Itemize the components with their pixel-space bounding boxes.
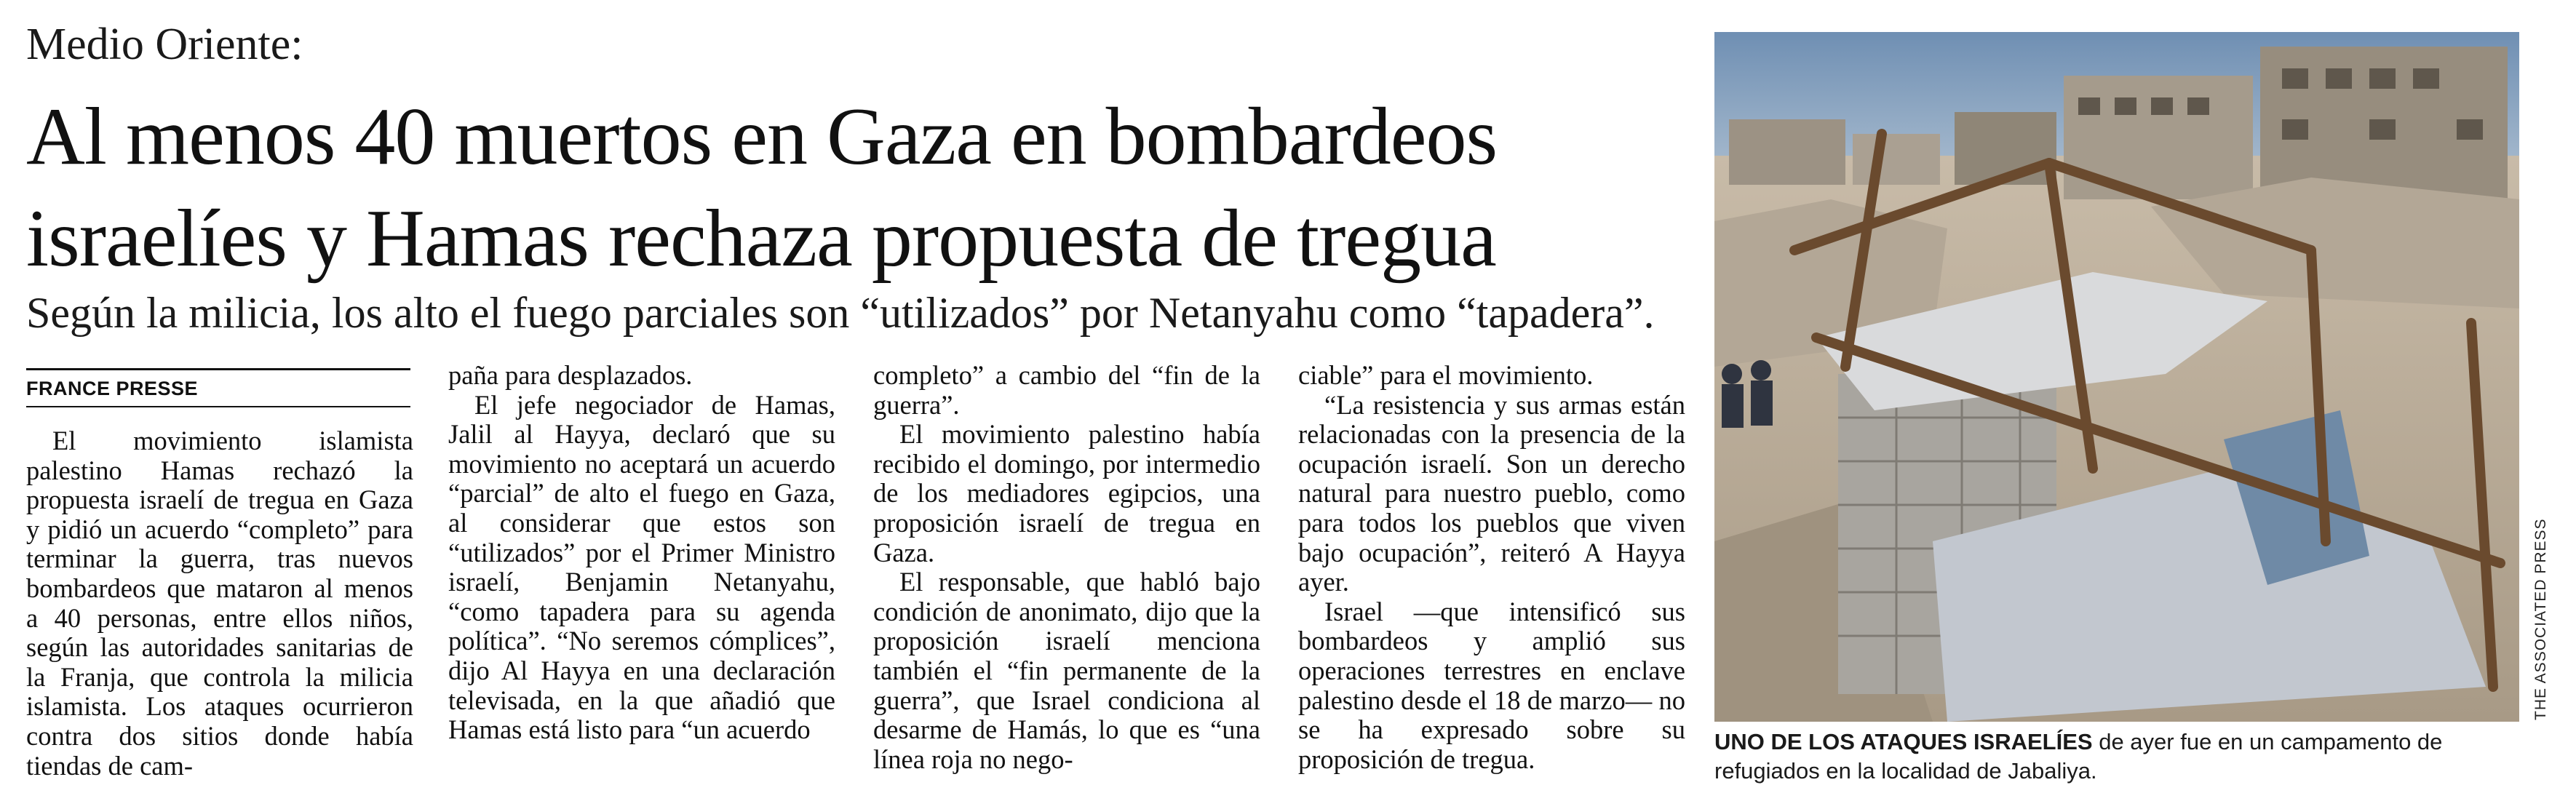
- headline-line-2: israelíes y Hamas rechaza propuesta de tregua: [26, 194, 1496, 284]
- headline: [26, 86, 1700, 290]
- paragraph: completo” a cambio del “fin de la guerra”.: [873, 360, 1260, 420]
- caption-lead: UNO DE LOS ATAQUES ISRAELÍES: [1714, 729, 2093, 754]
- paragraph: paña para desplazados.: [448, 360, 693, 390]
- photo-credit: THE ASSOCIATED PRESS: [2532, 518, 2549, 720]
- paragraph: El jefe negociador de Hamas, Jalil al Hayya, declaró que su movimiento no aceptará un acuerdo “parcial” de alto el fuego en Gaza, al considerar que estos son “utilizados” por el Primer Ministro israelí, Benjamin Netanyahu, “como tapadera para su agenda política”. “No seremos cómplices”, dijo Al Hayya en una declaración televisada, en la que añadió que Hamas está listo para “un acuerdo: [448, 389, 835, 745]
- paragraph: El movimiento islamista palestino Hamas rechazó la propuesta israelí de tregua en Gaza y pidió un acuerdo “completo” para terminar la guerra, tras nuevos bombardeos que mataron al menos a 40 personas, entre ellos niños, según las autoridades sanitarias de la Franja, que controla la milicia islamista. Los ataques ocurrieron contra dos sitios donde había tiendas de cam-: [26, 426, 413, 781]
- column-2: [448, 361, 835, 745]
- news-photo: [1714, 32, 2519, 722]
- subhead: Según la milicia, los alto el fuego parciales son “utilizados” por Netanyahu como “tapadera”.: [26, 289, 1655, 337]
- headline-line-1: Al menos 40 muertos en Gaza en bombardeos: [26, 92, 1498, 182]
- kicker: Medio Oriente:: [26, 20, 303, 69]
- byline: FRANCE PRESSE: [26, 368, 410, 407]
- column-1: [26, 426, 413, 781]
- destroyed-camp-illustration: [1714, 32, 2519, 722]
- caption-text: de ayer fue en un campamento de refugiados en la localidad de Jabaliya.: [1714, 729, 2443, 784]
- paragraph: “La resistencia y sus armas están relacionadas con la presencia de la ocupación israelí. Son un derecho natural para nuestro pueblo, como para todos los pueblos que viven bajo ocupación”, reiteró A Hayya ayer.: [1298, 389, 1685, 597]
- photo-caption: [1714, 728, 2544, 786]
- column-3: [873, 361, 1260, 774]
- paragraph: Israel —que intensificó sus bombardeos y amplió sus operaciones terrestres en enclave palestino desde el 18 de marzo— no se ha expresado sobre su proposición de tregua.: [1298, 596, 1685, 774]
- paragraph: El movimiento palestino había recibido el domingo, por intermedio de los mediadores egipcios, una proposición israelí de tregua en Gaza.: [873, 419, 1260, 567]
- column-4: [1298, 361, 1685, 774]
- paragraph: El responsable, que habló bajo condición de anonimato, dijo que la proposición israelí menciona también el “fin permanente de la guerra”, que Israel condiciona al desarme de Hamás, lo que es “una línea roja no nego-: [873, 567, 1260, 774]
- paragraph: ciable” para el movimiento.: [1298, 360, 1594, 390]
